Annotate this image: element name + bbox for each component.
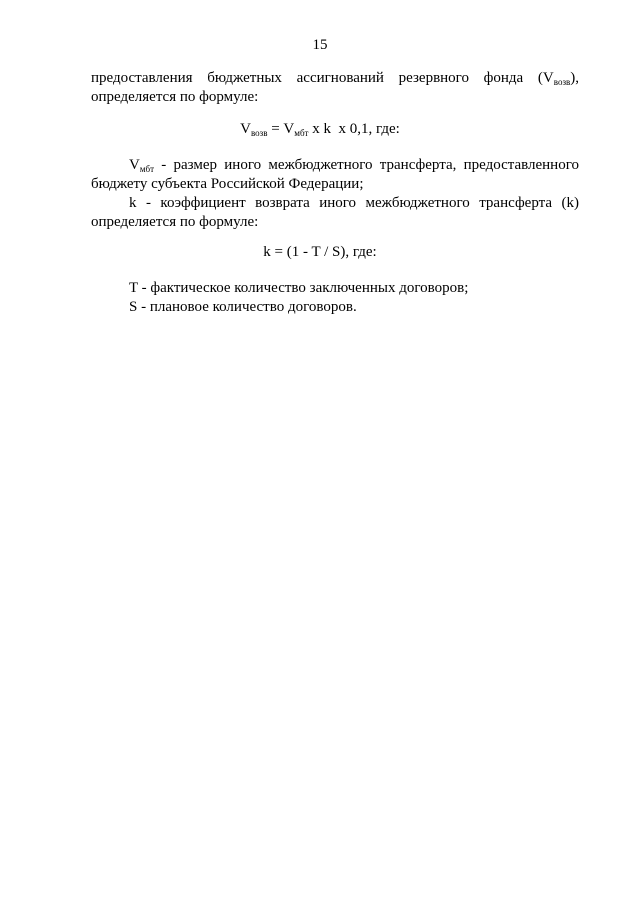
paragraph-line: бюджету субъекта Российской Федерации; <box>91 176 364 192</box>
subscript: мбт <box>294 128 309 138</box>
subscript: возв <box>553 77 571 87</box>
text-run: - размер иного межбюджетного трансферта, предоставленного <box>154 157 579 173</box>
subscript: возв <box>250 128 268 138</box>
paragraph-line: T - фактическое количество заключенных договоров; <box>129 280 469 296</box>
definition-v-mbt <box>91 156 579 194</box>
definition-k <box>91 194 579 232</box>
subscript: мбт <box>139 164 155 174</box>
paragraph-line: определяется по формуле: <box>91 214 259 230</box>
paragraph-line: k - коэффициент возврата иного межбюджетного трансферта (k) <box>129 195 579 211</box>
text-run: ), <box>570 70 579 86</box>
formula-symbol: V <box>240 121 251 137</box>
paragraph-line: S - плановое количество договоров. <box>129 299 357 315</box>
definition-t <box>91 279 579 298</box>
text-run: предоставления бюджетных ассигнований резервного фонда (V <box>91 70 554 86</box>
definition-s <box>91 298 579 317</box>
formula-symbol: V <box>129 157 140 173</box>
formula-k: k = (1 - T / S), где: <box>263 244 377 260</box>
page-number: 15 <box>312 37 328 53</box>
paragraph-line <box>91 156 579 175</box>
formula-text: x k x 0,1, где: <box>308 121 400 137</box>
formula-v-return <box>0 121 640 138</box>
formula-text: = V <box>267 121 295 137</box>
paragraph-line: определяется по формуле: <box>91 89 259 105</box>
paragraph-line <box>91 69 579 88</box>
paragraph-reserve-fund <box>91 69 579 107</box>
